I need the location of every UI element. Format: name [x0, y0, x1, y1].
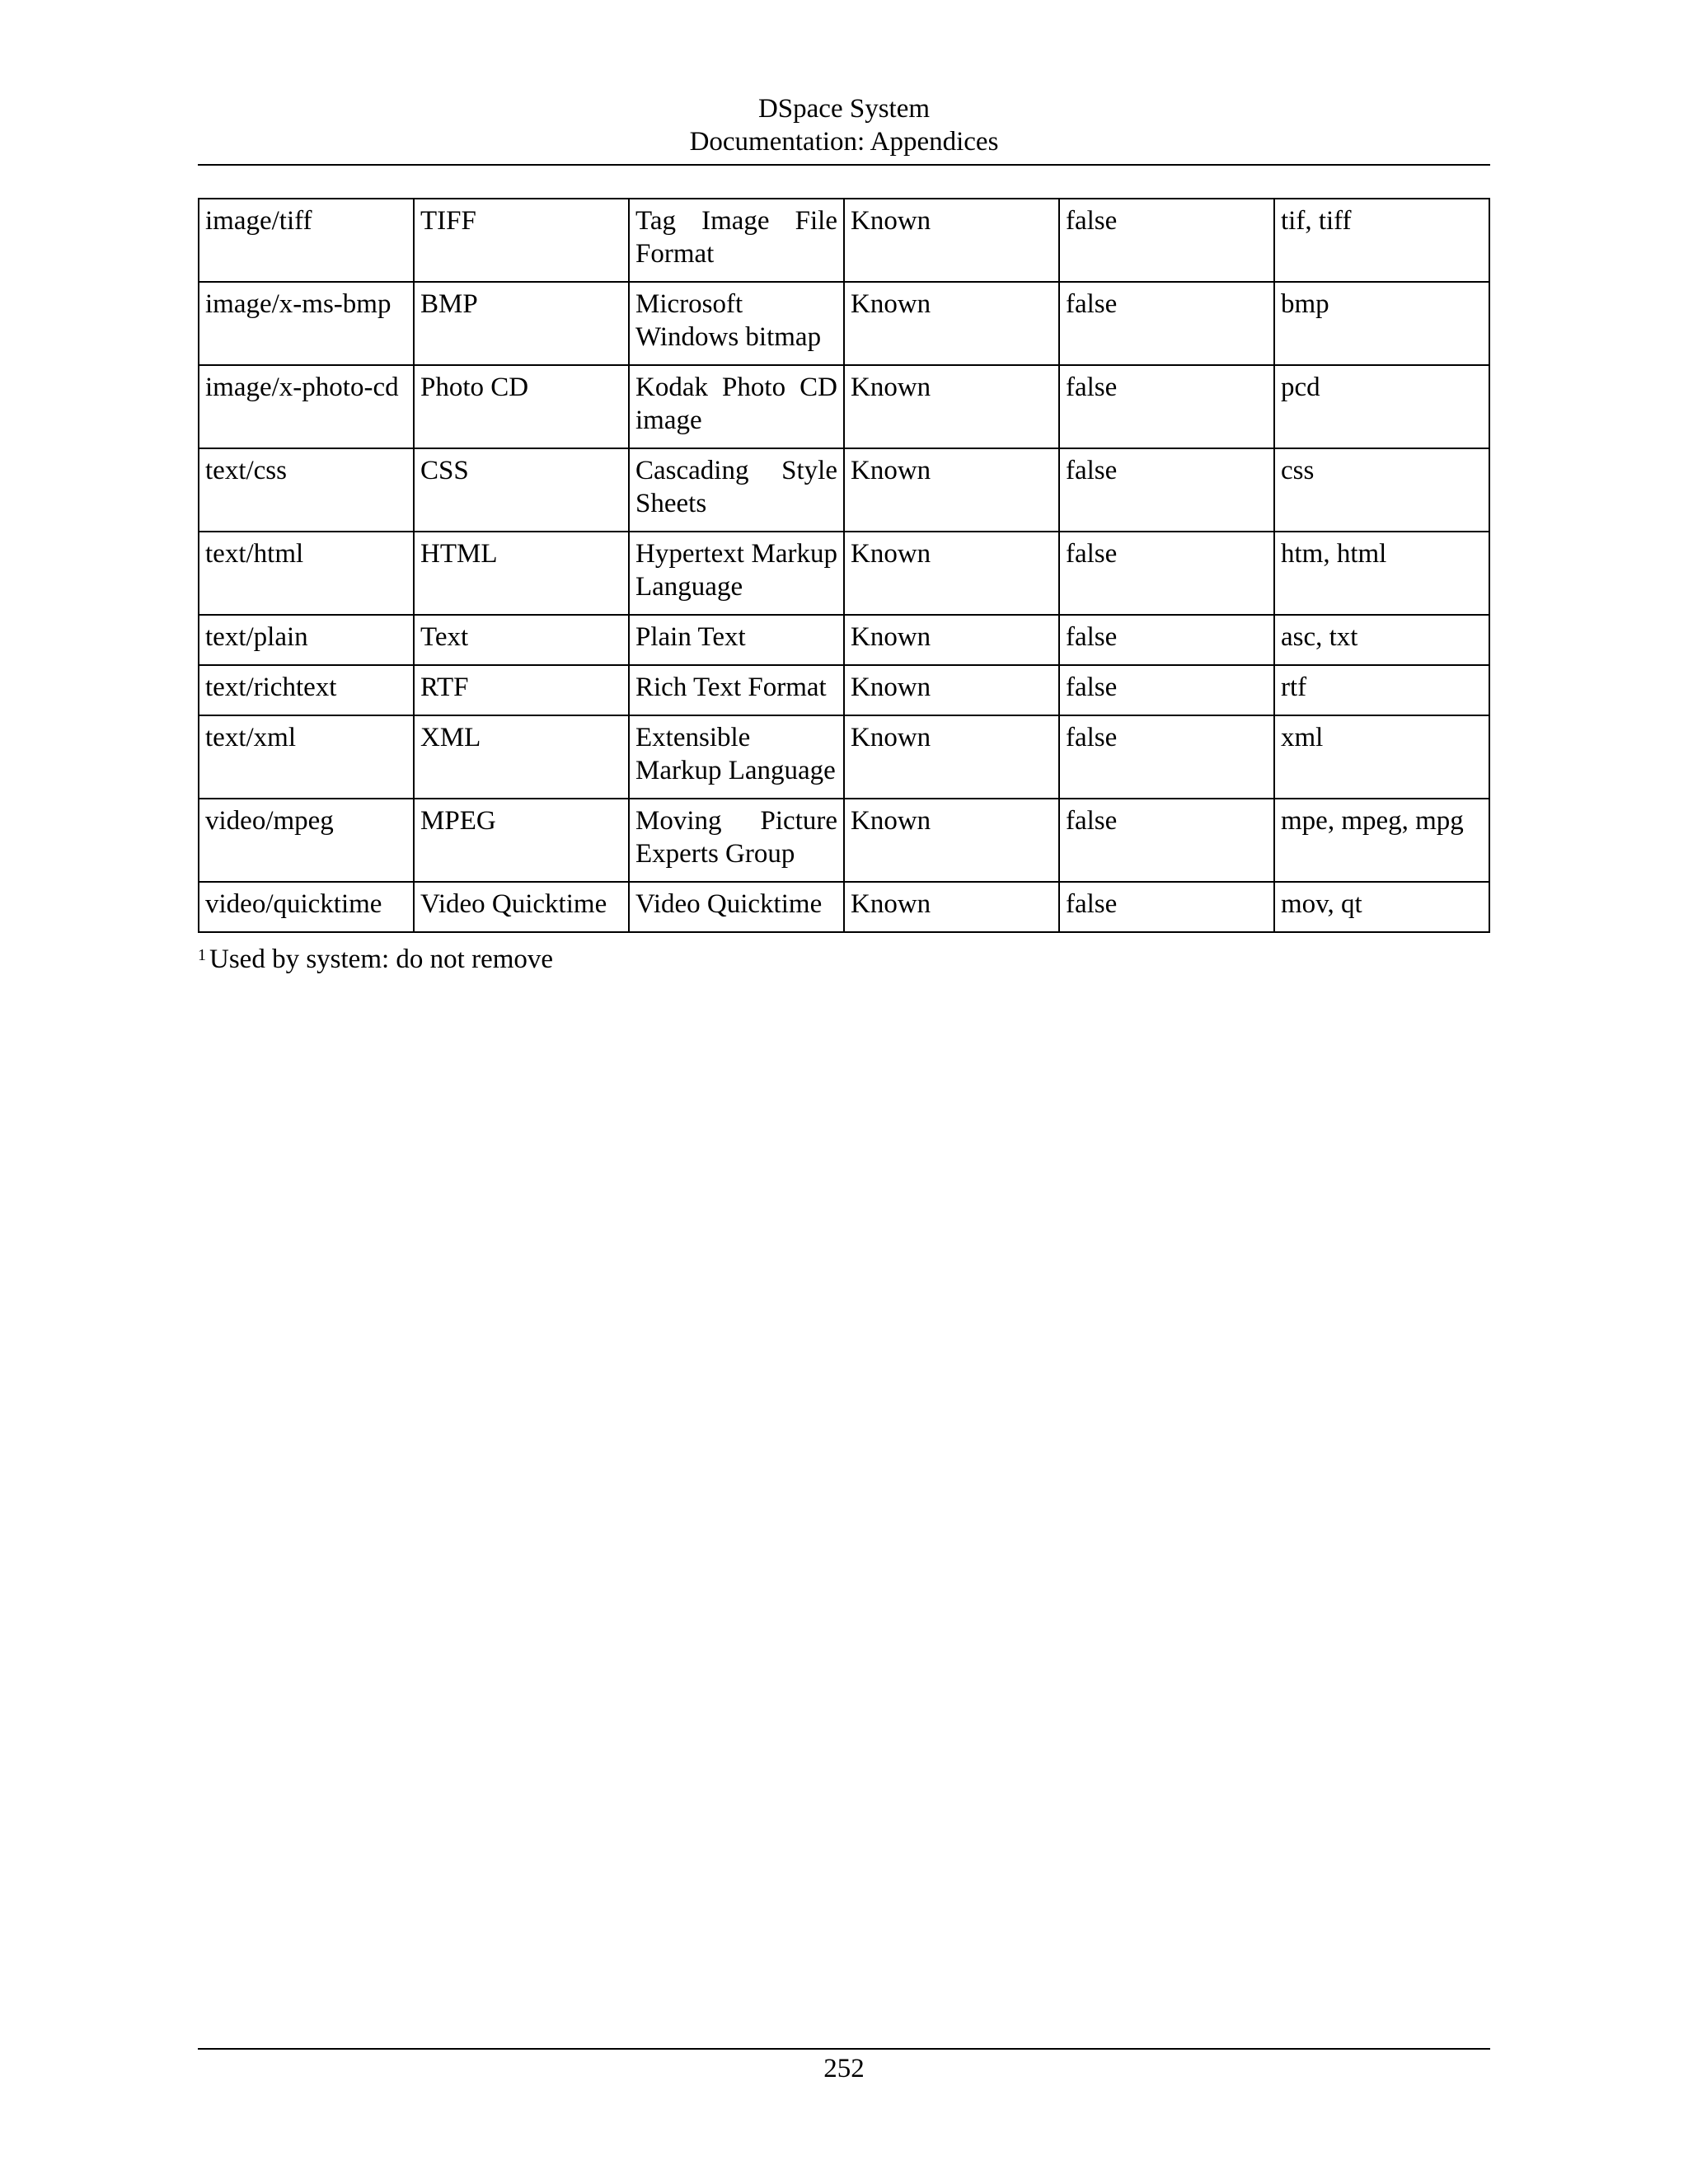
support-level-cell: Known — [844, 532, 1059, 615]
footnote-marker: 1 — [198, 946, 206, 964]
short-name-cell: CSS — [414, 448, 629, 532]
header-title: DSpace System — [757, 94, 931, 124]
mime-type-cell: text/plain — [199, 615, 414, 665]
internal-cell: false — [1059, 715, 1274, 799]
table-body — [199, 199, 1489, 932]
extensions-cell: mpe, mpeg, mpg — [1274, 799, 1489, 882]
mime-type-cell: video/quicktime — [199, 882, 414, 932]
mime-type-cell: text/css — [199, 448, 414, 532]
support-level-cell: Known — [844, 615, 1059, 665]
extensions-cell: css — [1274, 448, 1489, 532]
description-cell: Microsoft Windows bitmap — [629, 282, 844, 365]
description-cell: Moving Picture Experts Group — [629, 799, 844, 882]
short-name-cell: BMP — [414, 282, 629, 365]
table-row — [199, 448, 1489, 532]
extensions-cell: mov, qt — [1274, 882, 1489, 932]
internal-cell: false — [1059, 615, 1274, 665]
mime-type-cell: text/richtext — [199, 665, 414, 715]
bitstream-formats-table — [198, 198, 1490, 933]
internal-cell: false — [1059, 882, 1274, 932]
description-cell: Extensible Markup Language — [629, 715, 844, 799]
short-name-cell: Photo CD — [414, 365, 629, 448]
support-level-cell: Known — [844, 665, 1059, 715]
short-name-cell: Text — [414, 615, 629, 665]
description-cell: Cascading Style Sheets — [629, 448, 844, 532]
mime-type-cell: image/x-ms-bmp — [199, 282, 414, 365]
table-row — [199, 532, 1489, 615]
footnote-text: Used by system: do not remove — [209, 944, 554, 974]
internal-cell: false — [1059, 448, 1274, 532]
support-level-cell: Known — [844, 282, 1059, 365]
support-level-cell: Known — [844, 715, 1059, 799]
table-row — [199, 799, 1489, 882]
support-level-cell: Known — [844, 365, 1059, 448]
internal-cell: false — [1059, 665, 1274, 715]
mime-type-cell: image/x-photo-cd — [199, 365, 414, 448]
support-level-cell: Known — [844, 199, 1059, 282]
header-subtitle: Documentation: Appendices — [689, 127, 999, 157]
short-name-cell: RTF — [414, 665, 629, 715]
short-name-cell: Video Quicktime — [414, 882, 629, 932]
internal-cell: false — [1059, 282, 1274, 365]
extensions-cell: asc, txt — [1274, 615, 1489, 665]
description-cell: Rich Text Format — [629, 665, 844, 715]
table-row — [199, 665, 1489, 715]
support-level-cell: Known — [844, 882, 1059, 932]
support-level-cell: Known — [844, 448, 1059, 532]
table-row — [199, 882, 1489, 932]
description-cell: Hypertext Markup Language — [629, 532, 844, 615]
extensions-cell: htm, html — [1274, 532, 1489, 615]
internal-cell: false — [1059, 799, 1274, 882]
page-header — [198, 92, 1490, 158]
table-row — [199, 365, 1489, 448]
extensions-cell: tif, tiff — [1274, 199, 1489, 282]
short-name-cell: TIFF — [414, 199, 629, 282]
short-name-cell: MPEG — [414, 799, 629, 882]
page-number: 252 — [823, 2054, 865, 2083]
extensions-cell: bmp — [1274, 282, 1489, 365]
internal-cell: false — [1059, 199, 1274, 282]
short-name-cell: XML — [414, 715, 629, 799]
table-row — [199, 615, 1489, 665]
mime-type-cell: text/xml — [199, 715, 414, 799]
extensions-cell: xml — [1274, 715, 1489, 799]
table-row — [199, 715, 1489, 799]
short-name-cell: HTML — [414, 532, 629, 615]
mime-type-cell: text/html — [199, 532, 414, 615]
mime-type-cell: video/mpeg — [199, 799, 414, 882]
description-cell: Video Quicktime — [629, 882, 844, 932]
extensions-cell: rtf — [1274, 665, 1489, 715]
table-row — [199, 282, 1489, 365]
header-divider — [198, 164, 1490, 166]
footer-divider — [198, 2048, 1490, 2050]
footnote — [198, 939, 553, 976]
internal-cell: false — [1059, 532, 1274, 615]
table-row — [199, 199, 1489, 282]
mime-type-cell: image/tiff — [199, 199, 414, 282]
description-cell: Tag Image File Format — [629, 199, 844, 282]
extensions-cell: pcd — [1274, 365, 1489, 448]
support-level-cell: Known — [844, 799, 1059, 882]
description-cell: Plain Text — [629, 615, 844, 665]
internal-cell: false — [1059, 365, 1274, 448]
description-cell: Kodak Photo CD image — [629, 365, 844, 448]
